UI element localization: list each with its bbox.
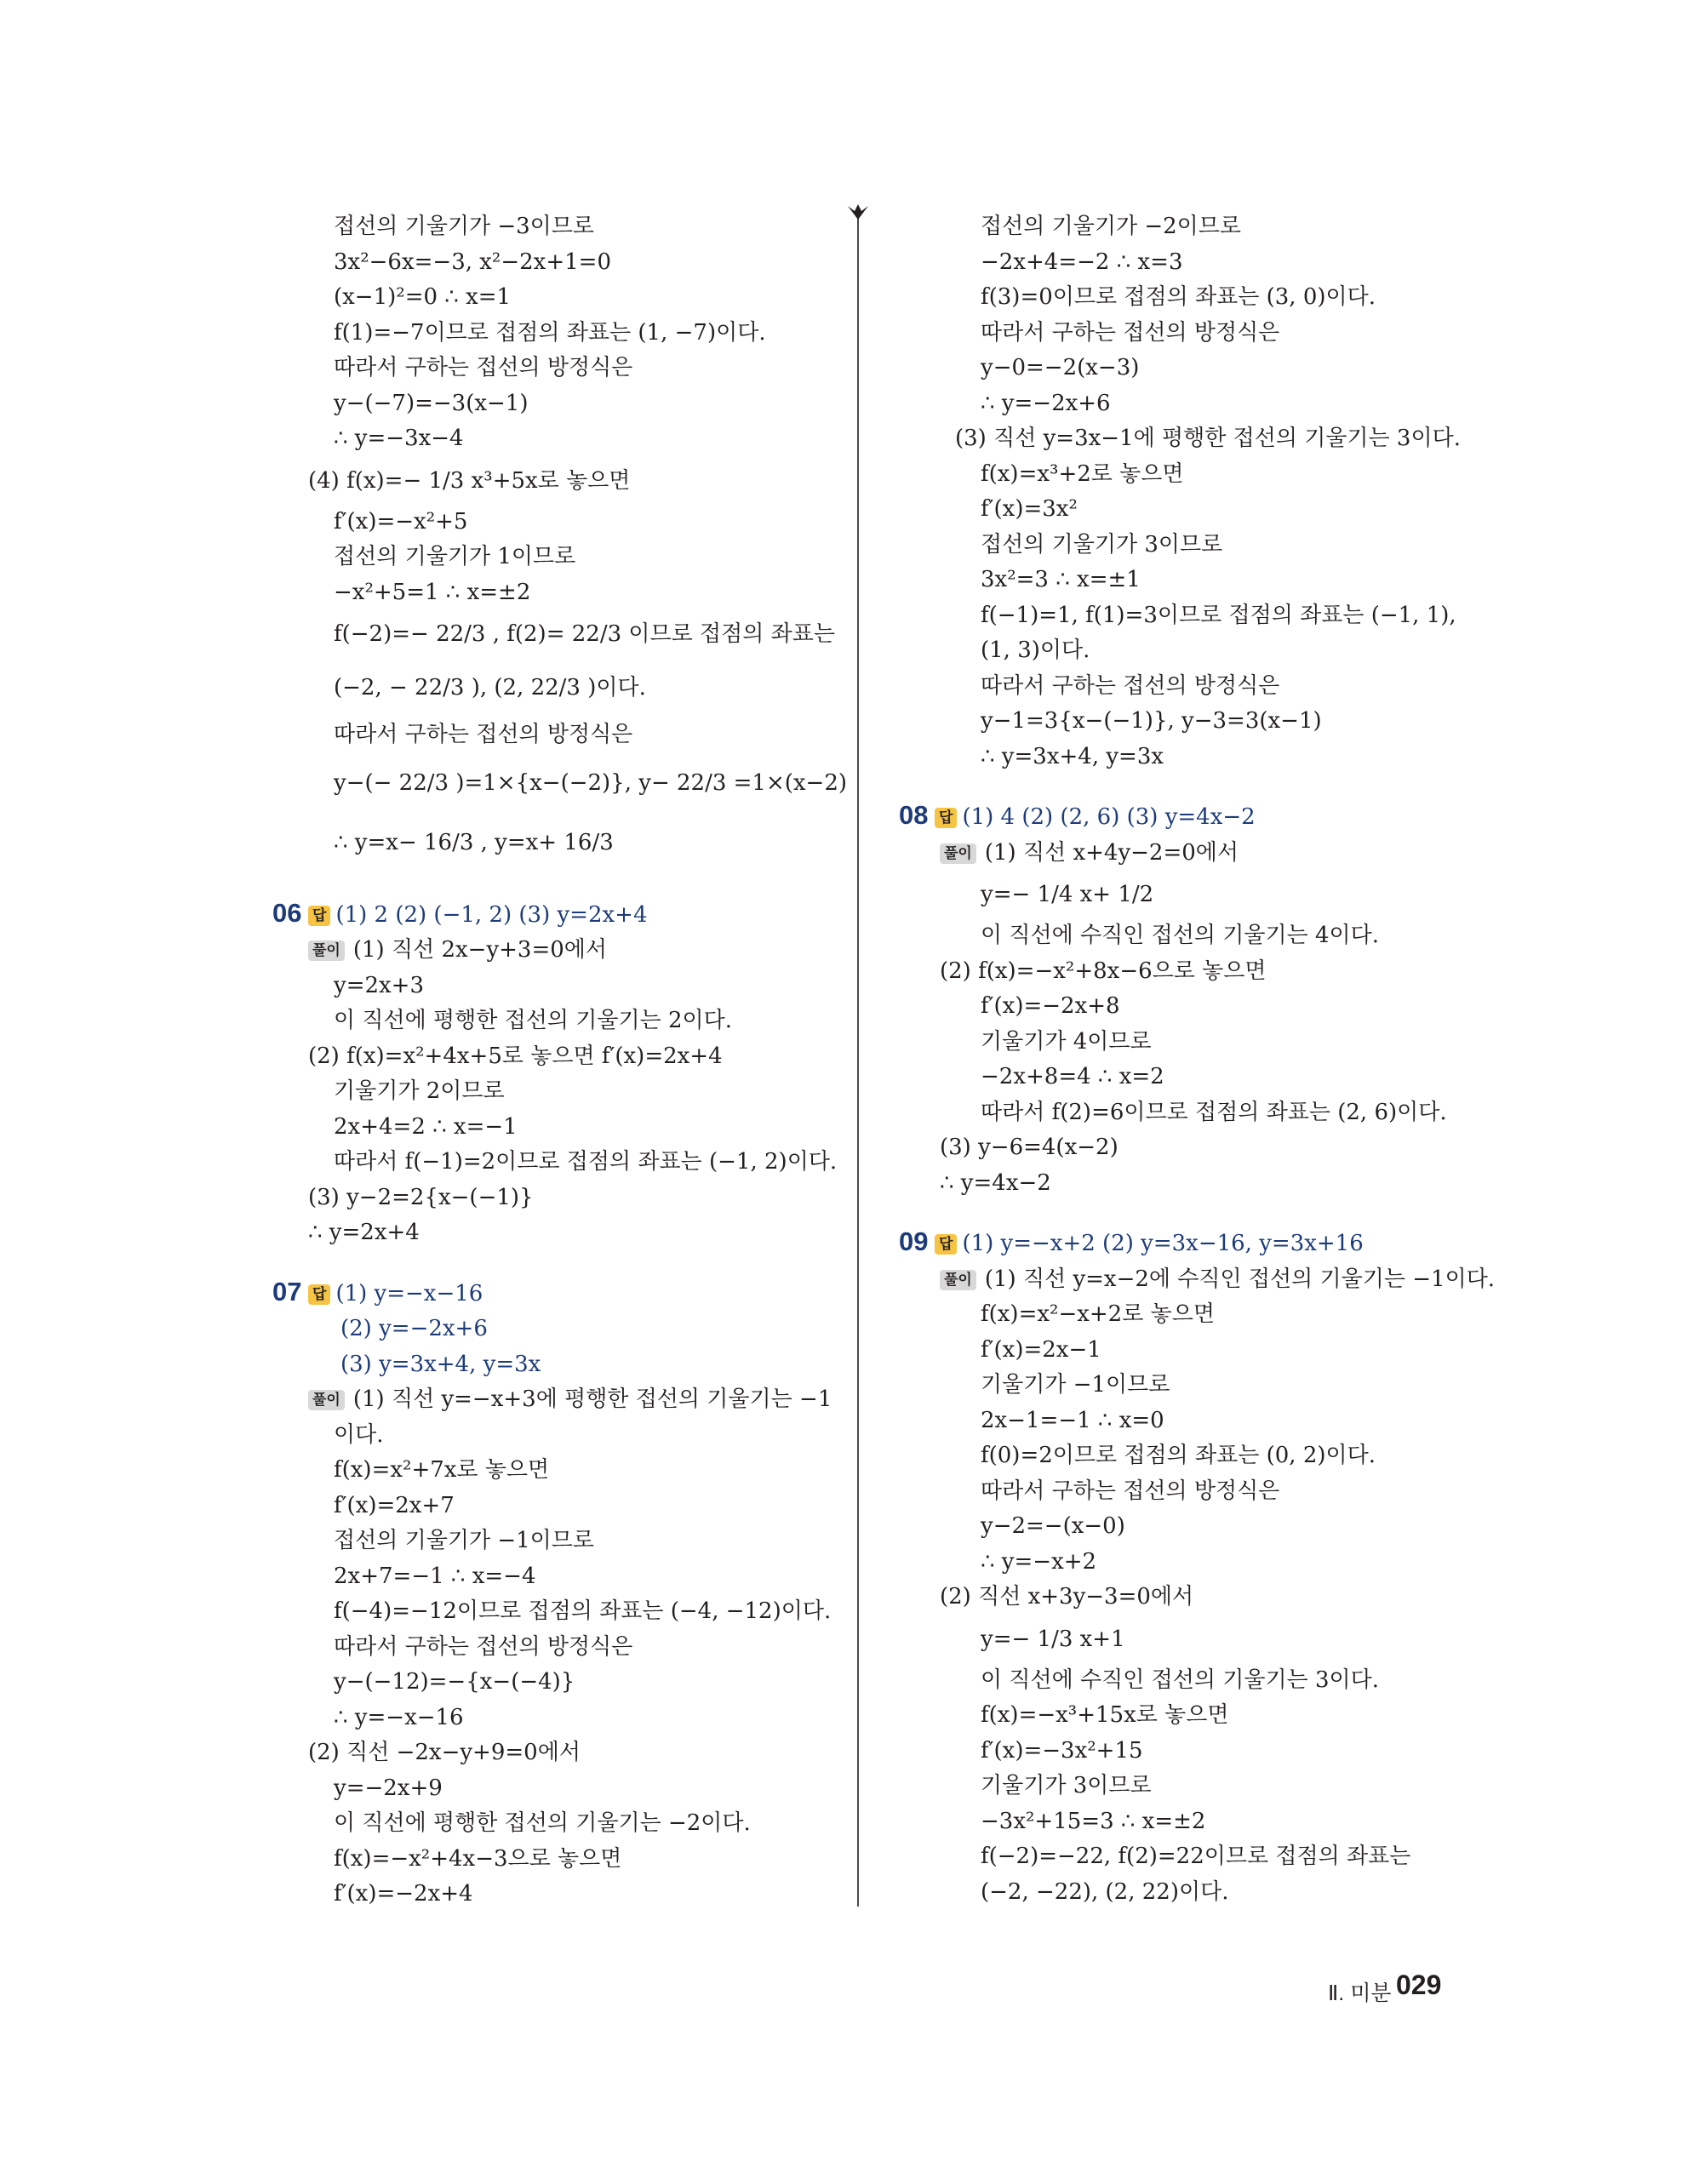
answer-badge: 답 [308,1284,330,1305]
text-line: ∴ y=2x+4 [308,1220,420,1245]
answer-text: (1) 2 (2) (−1, 2) (3) y=2x+4 [335,901,648,928]
answer-badge: 답 [308,906,330,926]
text-line: (2) f(x)=−x²+8x−6으로 놓으면 [940,958,1267,984]
text-line: 이 직선에 평행한 접선의 기울기는 2이다. [334,1008,732,1033]
text-line: f(x)=x²−x+2로 놓으면 [981,1301,1215,1327]
text-line: f(−4)=−12이므로 접점의 좌표는 (−4, −12)이다. [334,1598,832,1624]
solution-badge: 풀이 [940,843,976,864]
text-line: ∴ y=x− 16/3 , y=x+ 16/3 [334,829,614,855]
solution-badge: 풀이 [308,940,345,961]
text-line: (3) y−2=2{x−(−1)} [308,1184,534,1210]
text-line: y=− 1/4 x+ 1/2 [981,882,1154,907]
text-line: ∴ y=−x+2 [981,1548,1097,1575]
text-line: 따라서 구하는 접선의 방정식은 [981,672,1280,699]
text-line: f(−2)=− 22/3 , f(2)= 22/3 이므로 접점의 좌표는 [334,621,835,647]
text-line: 따라서 구하는 접선의 방정식은 [981,1478,1280,1504]
text-line: −x²+5=1 ∴ x=±2 [334,579,531,605]
continued-solution-left [272,209,834,457]
left-column [272,209,848,1912]
text-line: (x−1)²=0 ∴ x=1 [334,284,512,310]
text-line: 2x+7=−1 ∴ x=−4 [334,1563,536,1589]
text-line: y=2x+3 [334,972,425,998]
text-line: f′(x)=−3x²+15 [981,1737,1143,1764]
text-line: (1, 3)이다. [981,637,1090,663]
answer-text: (1) y=−x+2 (2) y=3x−16, y=3x+16 [962,1231,1364,1256]
answer-line [272,898,834,934]
problem-08 [899,800,1464,1201]
text-line: f(1)=−7이므로 접점의 좌표는 (1, −7)이다. [334,319,766,346]
text-line: (2) 직선 −2x−y+9=0에서 [308,1740,581,1765]
text-line: ∴ y=3x+4, y=3x [981,743,1164,769]
text-line: 기울기가 4이므로 [981,1028,1152,1055]
text-line: (2) 직선 x+3y−3=0에서 [940,1584,1194,1609]
answer-badge: 답 [935,1234,957,1255]
problem-number: 06 [272,897,302,928]
problem-number: 07 [272,1276,302,1306]
text-line: 기울기가 3이므로 [981,1773,1152,1798]
text-line: −2x+8=4 ∴ x=2 [981,1064,1164,1089]
text-line: f(−2)=−22, f(2)=22이므로 접점의 좌표는 [981,1844,1411,1869]
text-line: f(3)=0이므로 접점의 좌표는 (3, 0)이다. [981,284,1376,310]
text-line: 따라서 f(−1)=2이므로 접점의 좌표는 (−1, 2)이다. [334,1149,838,1175]
text-line: f′(x)=3x² [981,496,1078,522]
column-divider [857,214,859,1907]
text-line: 접선의 기울기가 3이므로 [981,531,1223,557]
text-line: f(x)=x³+2로 놓으면 [981,460,1184,487]
text-line: f(−1)=1, f(1)=3이므로 접점의 좌표는 (−1, 1), [981,602,1456,628]
text-line: y=−2x+9 [334,1775,443,1801]
text-line: 따라서 구하는 접선의 방정식은 [334,722,633,747]
problem-09 [899,1226,1496,1910]
text-line: (1) 직선 y=−x+3에 평행한 접선의 기울기는 −1 [352,1386,832,1412]
text-line: (−2, −22), (2, 22)이다. [981,1878,1229,1905]
page-number: 029 [1396,1970,1442,2000]
text-line: 이 직선에 수직인 접선의 기울기는 4이다. [981,923,1379,948]
solution-line [272,933,834,969]
text-line: f′(x)=2x−1 [981,1336,1101,1363]
text-line: (−2, − 22/3 ), (2, 22/3 )이다. [334,675,646,700]
text-line: −2x+4=−2 ∴ x=3 [981,249,1183,275]
text-line: 따라서 f(2)=6이므로 접점의 좌표는 (2, 6)이다. [981,1099,1447,1125]
text-line: 접선의 기울기가 −3이므로 [334,214,595,239]
solution-line [919,1262,1496,1298]
footer-chapter: Ⅱ. 미분 [1328,1981,1392,2005]
answer-text: (1) y=−x−16 [335,1280,483,1306]
divider-ornament-icon [843,203,873,221]
text-line: 2x−1=−1 ∴ x=0 [981,1407,1164,1433]
text-line: f(x)=−x²+4x−3으로 놓으면 [334,1845,622,1872]
text-line: 이 직선에 평행한 접선의 기울기는 −2이다. [334,1810,751,1836]
text-line: 접선의 기울기가 −1이므로 [334,1528,595,1553]
problem-number: 08 [899,800,929,830]
solution-badge: 풀이 [940,1270,976,1290]
text-line: f′(x)=−x²+5 [334,508,468,535]
problem-07 [272,1277,834,1912]
text-line: y−(−7)=−3(x−1) [334,390,529,416]
text-line: (3) 직선 y=3x−1에 평행한 접선의 기울기는 3이다. [955,426,1461,451]
answer-badge: 답 [935,808,957,828]
text-line: 기울기가 2이므로 [334,1078,505,1104]
text-line: (1) 직선 2x−y+3=0에서 [352,937,608,963]
text-line: 접선의 기울기가 −2이므로 [981,214,1242,239]
text-line: y−1=3{x−(−1)}, y−3=3(x−1) [981,708,1322,734]
text-line: y−(−12)=−{x−(−4)} [334,1669,575,1695]
text-line: (2) f(x)=x²+4x+5로 놓으면 f′(x)=2x+4 [308,1043,723,1069]
text-line: −3x²+15=3 ∴ x=±2 [981,1808,1206,1834]
text-line: 이 직선에 수직인 접선의 기울기는 3이다. [981,1667,1379,1693]
text-line: 따라서 구하는 접선의 방정식은 [334,355,633,380]
part-4-solution [272,457,848,872]
text-line: (1) 직선 y=x−2에 수직인 접선의 기울기는 −1이다. [984,1266,1496,1292]
solution-line [272,1382,834,1418]
text-line: y=− 1/3 x+1 [981,1626,1125,1652]
text-line: ∴ y=−3x−4 [334,426,464,451]
text-line: f′(x)=−2x+8 [981,993,1120,1019]
answer-line [919,1226,1464,1262]
problem-06 [272,897,838,1251]
text-line: (4) f(x)=− 1/3 x³+5x로 놓으면 [308,467,631,494]
answer-text: (1) 4 (2) (2, 6) (3) y=4x−2 [962,804,1256,830]
text-line: y−0=−2(x−3) [981,355,1140,380]
text-line: 따라서 구하는 접선의 방정식은 [981,319,1280,346]
text-line: 2x+4=2 ∴ x=−1 [334,1113,518,1140]
solution-badge: 풀이 [308,1390,345,1410]
text-line: f(x)=x²+7x로 놓으면 [334,1457,550,1483]
answer-line [919,800,1464,836]
problem-number: 09 [899,1226,929,1256]
text-line: 따라서 구하는 접선의 방정식은 [334,1633,633,1660]
text-line: 이다. [334,1421,384,1448]
text-line: y−(− 22/3 )=1×{x−(−2)}, y− 22/3 =1×(x−2) [334,769,848,796]
text-line: 접선의 기울기가 1이므로 [334,544,576,569]
text-line: 3x²−6x=−3, x²−2x+1=0 [334,249,611,275]
solution-line [919,836,1464,872]
text-line: 3x²=3 ∴ x=±1 [981,567,1141,592]
answer-text: (2) y=−2x+6 [340,1316,488,1341]
continued-solution-right [919,209,1464,775]
text-line: (3) y−6=4(x−2) [940,1135,1118,1160]
text-line: ∴ y=−2x+6 [981,390,1111,416]
text-line: f′(x)=−2x+4 [334,1881,473,1907]
text-line: y−2=−(x−0) [981,1513,1125,1539]
text-line: f(x)=−x³+15x로 놓으면 [981,1702,1229,1728]
text-line: f′(x)=2x+7 [334,1492,455,1518]
answer-line [272,1277,834,1312]
text-line: 기울기가 −1이므로 [981,1372,1170,1398]
text-line: ∴ y=−x−16 [334,1704,464,1730]
text-line: (1) 직선 x+4y−2=0에서 [984,839,1239,866]
answer-text: (3) y=3x+4, y=3x [340,1351,541,1377]
right-column [899,209,1496,1910]
text-line: ∴ y=4x−2 [940,1169,1051,1196]
text-line: f(0)=2이므로 접점의 좌표는 (0, 2)이다. [981,1443,1376,1468]
